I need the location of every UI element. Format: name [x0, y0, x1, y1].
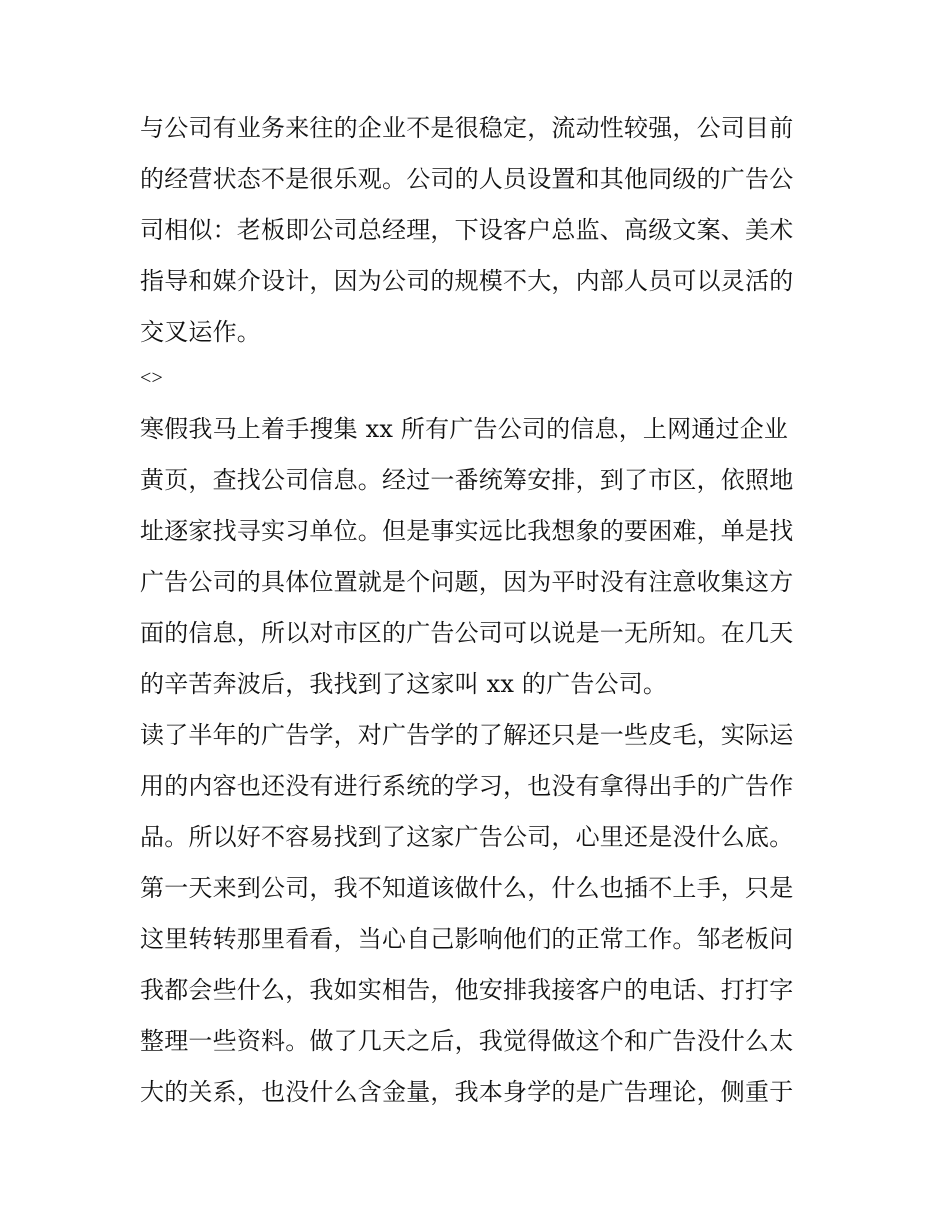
- paragraph-line: 广告公司的具体位置就是个问题，因为平时没有注意收集这方: [140, 568, 794, 596]
- paragraph-line: 读了半年的广告学，对广告学的了解还只是一些皮毛，实际运: [140, 721, 794, 749]
- paragraph-line: 大的关系，也没什么含金量，我本身学的是广告理论，侧重于: [140, 1078, 794, 1106]
- paragraph-line: 的辛苦奔波后，我找到了这家叫 xx 的广告公司。: [140, 670, 668, 698]
- paragraph-line: 这里转转那里看看，当心自己影响他们的正常工作。邹老板问: [140, 925, 794, 953]
- paragraph-line: 址逐家找寻实习单位。但是事实远比我想象的要困难，单是找: [140, 517, 794, 545]
- paragraph-line: 交叉运作。: [140, 318, 261, 346]
- paragraph-first-day: [140, 863, 812, 1118]
- paragraph-line: 品。所以好不容易找到了这家广告公司，心里还是没什么底。: [140, 823, 794, 851]
- body-text: [140, 404, 812, 1118]
- paragraph-line: 寒假我马上着手搜集 xx 所有广告公司的信息，上网通过企业: [140, 415, 789, 443]
- paragraph-line: 指导和媒介设计，因为公司的规模不大，内部人员可以灵活的: [140, 267, 794, 295]
- paragraph-line: 我都会些什么，我如实相告，他安排我接客户的电话、打打字: [140, 976, 794, 1004]
- paragraph-search-internship: [140, 404, 812, 710]
- paragraph-company-overview: [140, 103, 812, 358]
- section-marker-block: [140, 359, 812, 397]
- paragraph-line: 司相似：老板即公司总经理，下设客户总监、高级文案、美术: [140, 216, 794, 244]
- section-marker: <>: [140, 367, 163, 389]
- paragraph-line: 用的内容也还没有进行系统的学习，也没有拿得出手的广告作: [140, 772, 794, 800]
- paragraph-line: 整理一些资料。做了几天之后，我觉得做这个和广告没什么太: [140, 1027, 794, 1055]
- paragraph-line: 与公司有业务来往的企业不是很稳定，流动性较强，公司目前: [140, 114, 794, 142]
- paragraph-line: 黄页，查找公司信息。经过一番统筹安排，到了市区，依照地: [140, 466, 794, 494]
- paragraph-line: 第一天来到公司，我不知道该做什么，什么也插不上手，只是: [140, 874, 794, 902]
- paragraph-study-background: [140, 710, 812, 863]
- paragraph-line: 的经营状态不是很乐观。公司的人员设置和其他同级的广告公: [140, 165, 794, 193]
- paragraph-line: 面的信息，所以对市区的广告公司可以说是一无所知。在几天: [140, 619, 794, 647]
